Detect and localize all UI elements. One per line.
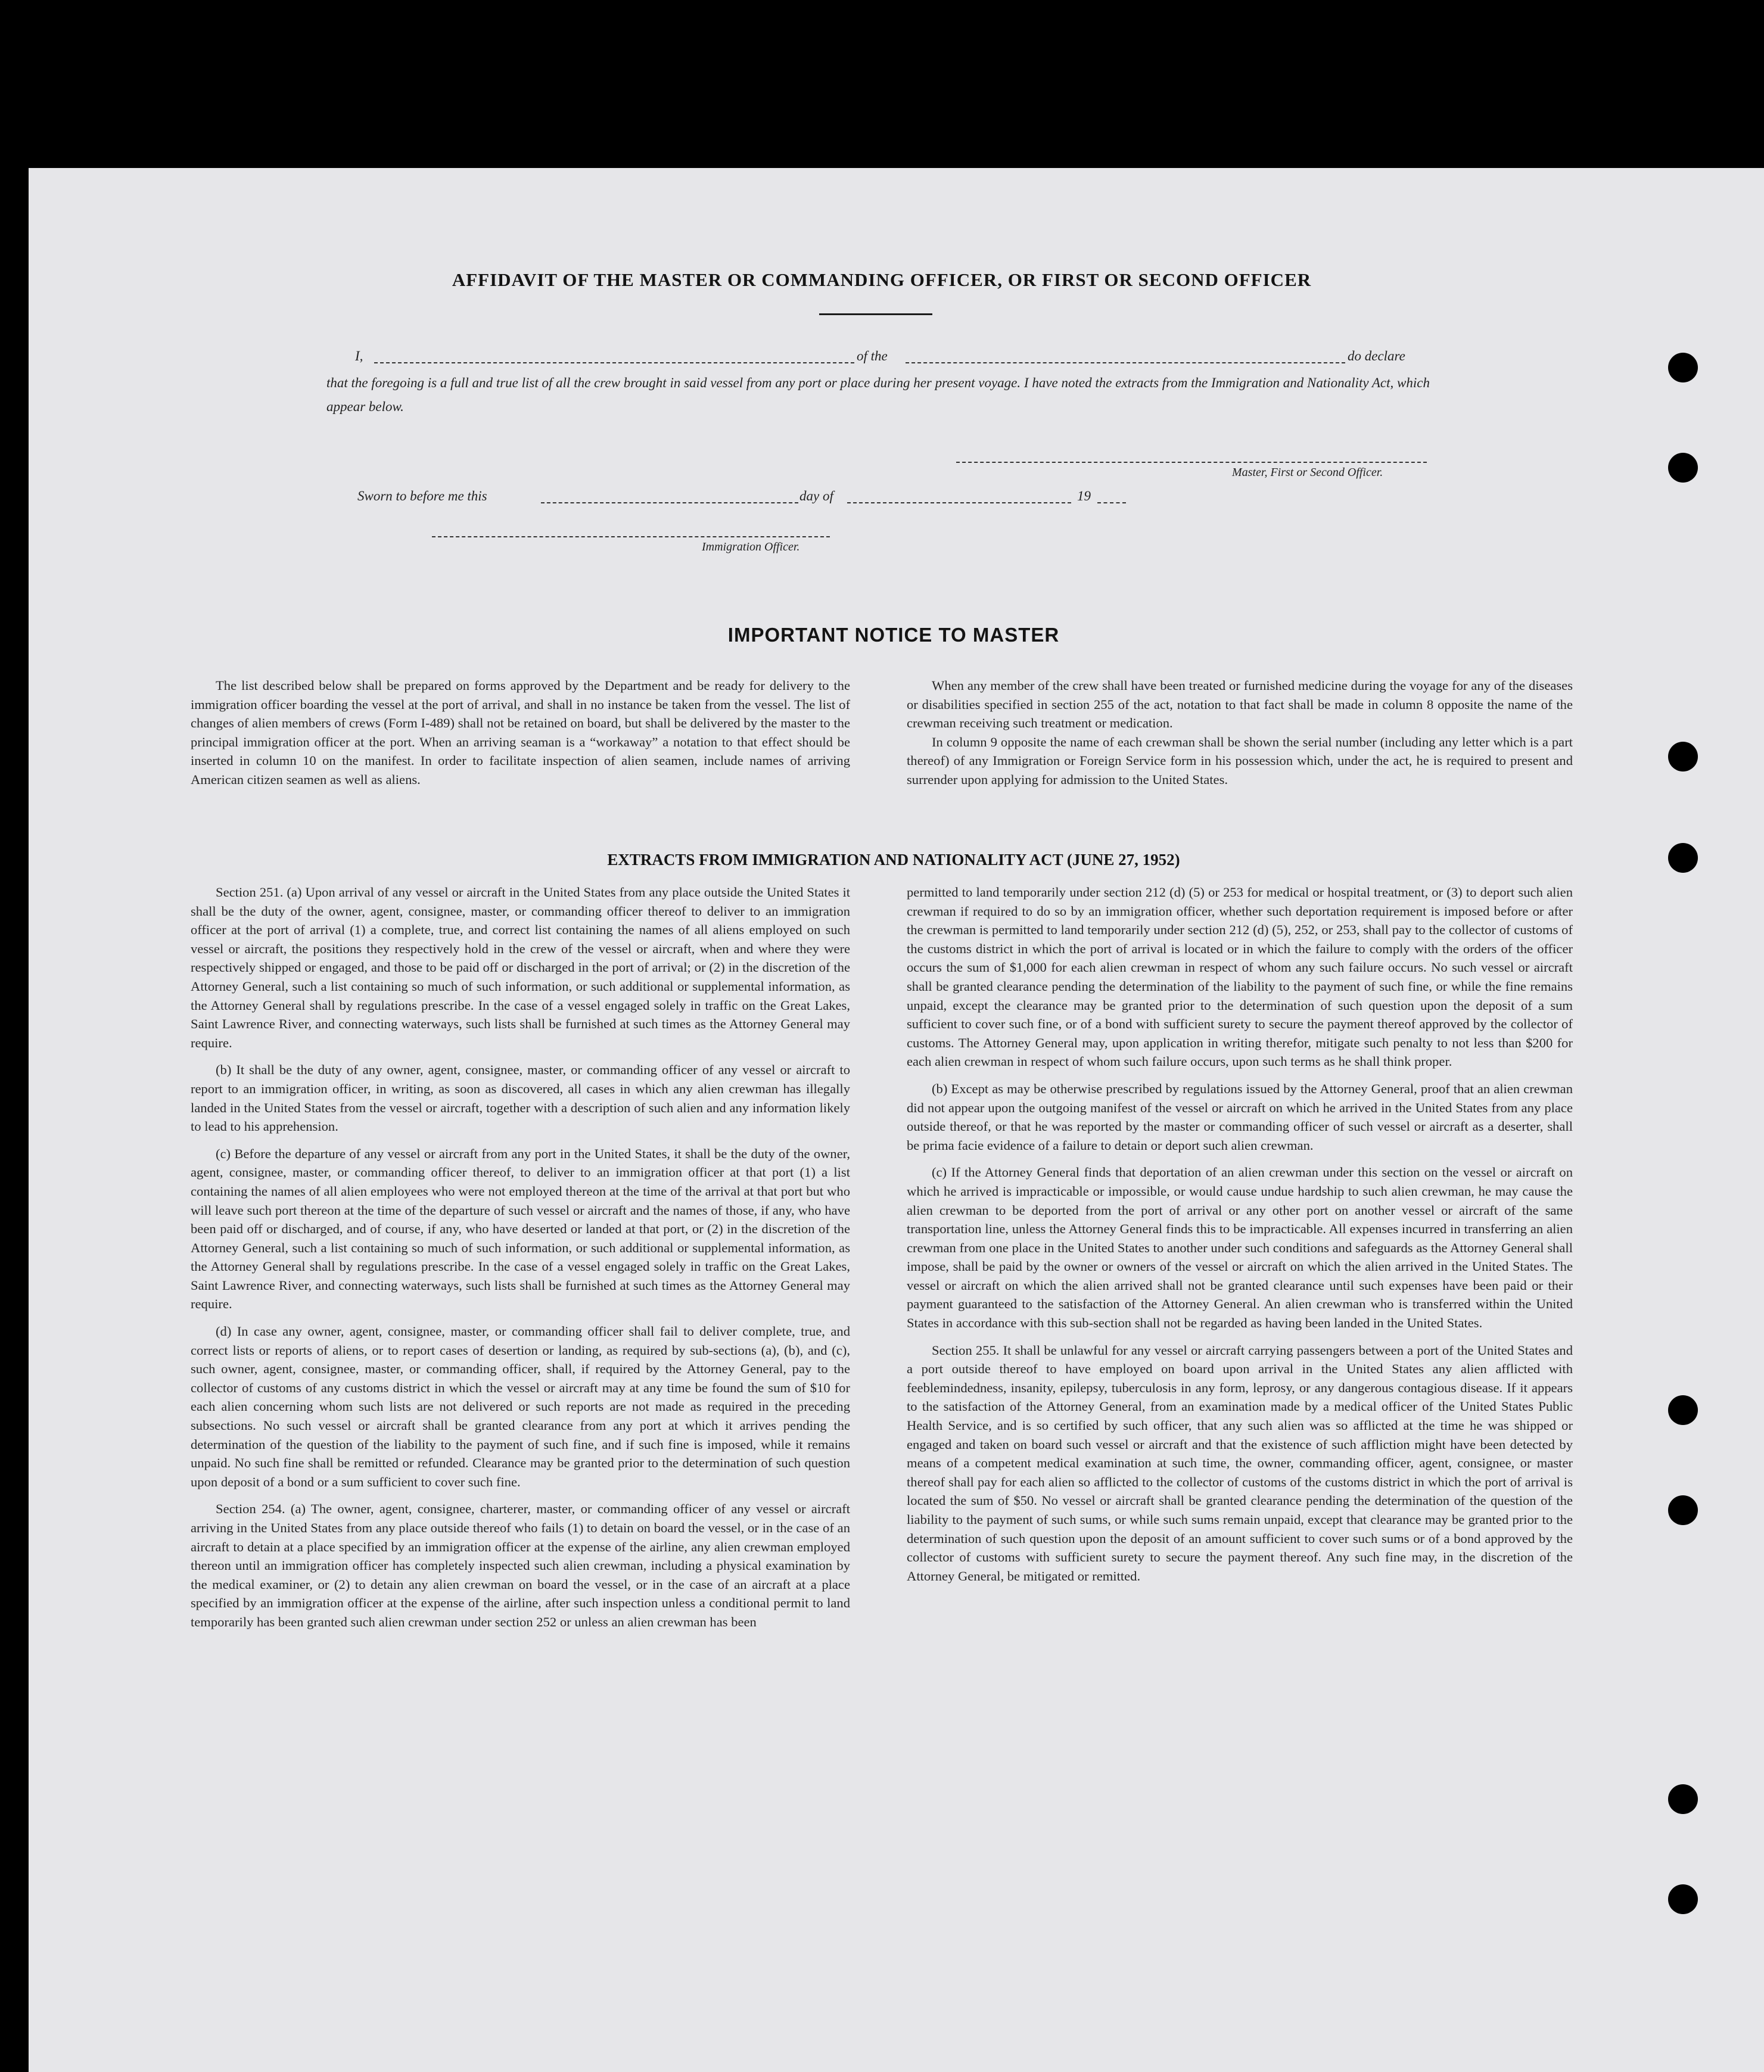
vessel-field-line[interactable]: [906, 362, 1345, 363]
section-paragraph: (c) Before the departure of any vessel or aircraft from any port in the United States, it shall be the duty of the owner, agent, consignee, master, or commanding officer thereof, to deliver to an immigration officer at that port (1) a list containing the names of all alien employees who were not employed thereon at the time of the arrival at that port but who will leave such port thereon at the time of the departure of such vessel or aircraft and the names of those, if any, who have been paid off or discharged, and of course, if any, who have deserted or landed at that port, or (2) in the discretion of the Attorney General, such a list containing so much of such information, or such additional or supplemental information, as the Attorney General shall by regulations prescribe. In the case of a vessel engaged solely in traffic on the Great Lakes, Saint Lawrence River, and connecting waterways, such lists shall be furnished at such times as the Attorney General may require.: [191, 1146, 850, 1312]
sworn-month-line[interactable]: [847, 502, 1071, 503]
sworn-year-line[interactable]: [1097, 502, 1126, 503]
notice-left-column: [191, 676, 850, 789]
extracts-title: EXTRACTS FROM IMMIGRATION AND NATIONALITY ACT (JUNE 27, 1952): [607, 851, 1180, 869]
notice-paragraph: When any member of the crew shall have been treated or furnished medicine during the voyage for any of the diseases or disabilities specified in section 255 of the act, notation to that fact shall be made in column 8 opposite the name of the crewman receiving such treatment or medication.: [907, 678, 1573, 731]
sworn-label: Sworn to before me this: [357, 489, 487, 503]
day-of-label: day of: [799, 489, 833, 503]
officer-signature-label: Immigration Officer.: [702, 540, 800, 553]
notice-title: IMPORTANT NOTICE TO MASTER: [727, 624, 1060, 646]
sworn-day-line[interactable]: [541, 502, 798, 503]
section-paragraph: permitted to land temporarily under section 212 (d) (5) or 253 for medical or hospital treatment, or (3) to deport such alien crewman if required to do so by an immigration officer, whether such deportation requirement is imposed before or after the crewman is permitted to land temporarily under section 212 (d) (5), 252, or 253, shall pay to the collector of customs of the customs district in which the port of arrival is located or in which the failure to comply with the orders of the officer occurs the sum of $1,000 for each alien crewman in respect of whom any such failure occurs. No such vessel or aircraft shall be granted clearance pending the determination of the liability to the payment of such fine, or while the fine remains unpaid, except the clearance may be granted prior to the determination of such question upon the deposit of a sum sufficient to cover such fine, or of a bond with sufficient surety to secure the payment thereof approved by the collector of customs. The Attorney General may, upon application in writing therefor, mitigate such penalty to not less than $200 for each alien crewman in respect of whom such failure occurs, upon such terms as he shall think proper.: [907, 885, 1573, 1069]
extracts-left-column: [191, 883, 850, 1640]
section-paragraph: Section 255. It shall be unlawful for any vessel or aircraft carrying passengers between a port of the United States and a port outside thereof to have employed on board upon arrival in the United States any alien afflicted with feeblemindedness, insanity, epilepsy, tuberculosis in any form, leprosy, or any dangerous contagious disease. If it appears to the satisfaction of the Attorney General, from an examination made by a medical officer of the United States Public Health Service, and is so certified by such officer, that any such alien was so afflicted at the time he was shipped or engaged and taken on board such vessel or aircraft and that the existence of such affliction might have been detected by means of a competent medical examination at such time, the owner, commanding officer, agent, consignee, or master thereof shall pay for each alien so afflicted to the collector of customs of the customs district in which the port of arrival is located the sum of $50. No vessel or aircraft shall be granted clearance pending the determination of the question of the liability to the payment of such sums, or while such sums remain unpaid, except that clearance may be granted prior to the determination of such question upon the deposit of an amount sufficient to cover such sums or of a bond approved by the collector of customs with sufficient surety to secure the payment thereof. Any such fine may, in the discretion of the Attorney General, be mitigated or remitted.: [907, 1342, 1573, 1583]
master-signature-label: Master, First or Second Officer.: [1232, 466, 1383, 479]
i-label: I,: [355, 349, 363, 363]
of-the-label: of the: [857, 349, 888, 363]
notice-paragraph: In column 9 opposite the name of each crewman shall be shown the serial number (including any letter which is a part thereof) of any Immigration or Foreign Service form in his possession which, under the act, he is required to present and surrender upon applying for admission to the United States.: [907, 734, 1573, 787]
section-paragraph: Section 251. (a) Upon arrival of any vessel or aircraft in the United States from any place outside the United States it shall be the duty of the owner, agent, consignee, master, or commanding officer thereof to deliver to an immigration officer at the port of arrival (1) a complete, true, and correct list containing the names of all aliens employed on such vessel or aircraft, the positions they respectively hold in the crew of the vessel or aircraft, when and where they were respectively shipped or engaged, and those to be paid off or discharged in the port of arrival; or (2) in the discretion of the Attorney General, such a list containing so much of such information, or such additional or supplemental information, as the Attorney General shall by regulations prescribe. In the case of a vessel engaged solely in traffic on the Great Lakes, Saint Lawrence River, and connecting waterways, such lists shall be furnished at such times as the Attorney General may require.: [191, 885, 850, 1050]
extracts-right-column: [907, 883, 1573, 1594]
title-rule: [819, 313, 932, 315]
declaration-text: that the foregoing is a full and true list of all the crew brought in said vessel from any port or place during her present voyage. I have noted the extracts from the Immigration and Nationality Act, which appear below.: [326, 375, 1430, 414]
section-paragraph: (b) It shall be the duty of any owner, agent, consignee, master, or commanding officer of any vessel or aircraft to report to an immigration officer, in writing, as soon as discovered, all cases in which any alien crewman has illegally landed in the United States from the vessel or aircraft, together with a description of such alien and any information likely to lead to his apprehension.: [191, 1062, 850, 1134]
affidavit-title: AFFIDAVIT OF THE MASTER OR COMMANDING OFFICER, OR FIRST OR SECOND OFFICER: [452, 269, 1312, 290]
section-paragraph: (b) Except as may be otherwise prescribed by regulations issued by the Attorney General, proof that an alien crewman did not appear upon the outgoing manifest of the vessel or aircraft on which he arrived in the United States from any place outside thereof, or that he was reported by the master or commanding officer of such vessel or aircraft as a deserter, shall be prima facie evidence of a failure to detain or deport such alien crewman.: [907, 1081, 1573, 1153]
notice-paragraph: The list described below shall be prepared on forms approved by the Department and be ready for delivery to the immigration officer boarding the vessel at the port of arrival, and shall in no instance be taken from the vessel. The list of changes of alien members of crews (Form I-489) shall not be retained on board, but shall be delivered by the master to the principal immigration officer at the port. When an arriving seaman is a “workaway” a notation to that effect should be inserted in column 10 on the manifest. In order to facilitate inspection of alien seamen, include names of arriving American citizen seamen as well as aliens.: [191, 678, 850, 787]
officer-signature-line[interactable]: [432, 536, 830, 537]
section-paragraph: (c) If the Attorney General finds that deportation of an alien crewman under this section on the vessel or aircraft on which he arrived is impracticable or impossible, or would cause undue hardship to such alien crewman, he may cause the alien crewman to be deported from the port of arrival or any other port on another vessel or aircraft of the same transportation line, unless the Attorney General finds this to be impracticable. All expenses incurred in transferring an alien crewman from one place in the United States to another under such conditions and safeguards as the Attorney General shall impose, shall be paid by the owner or owners of the vessel or aircraft on which the alien arrived in the United States. The vessel or aircraft on which the alien arrived shall not be granted clearance until such expenses have been paid or their payment guaranteed to the satisfaction of the Attorney General. An alien crewman who is transferred within the United States in accordance with this sub-section shall not be regarded as having been landed in the United States.: [907, 1165, 1573, 1331]
notice-right-column: [907, 676, 1573, 789]
master-signature-line[interactable]: [956, 462, 1427, 463]
section-paragraph: (d) In case any owner, agent, consignee, master, or commanding officer shall fail to deliver complete, true, and correct lists or reports of aliens, or to report cases of desertion or landing, as required by sub-sections (a), (b), and (c), such owner, agent, consignee, master, or commanding officer, shall, if required by the Attorney General, pay to the collector of customs of any customs district in which the vessel or aircraft may at any time be found the sum of $10 for each alien concerning whom such lists are not delivered or such reports are not made as required in the preceding subsections. No such vessel or aircraft shall be granted clearance from any port at which it arrives pending the determination of the question of the liability to the payment of such fine, and if such fine is imposed, while it remains unpaid. No such fine shall be remitted or refunded. Clearance may be granted prior to the determination of such question upon deposit of a bond or a sum sufficient to cover such fine.: [191, 1324, 850, 1489]
year-label: 19: [1077, 489, 1091, 503]
name-field-line[interactable]: [374, 362, 854, 363]
do-declare-label: do declare: [1348, 349, 1405, 363]
section-paragraph: Section 254. (a) The owner, agent, consignee, charterer, master, or commanding officer of any vessel or aircraft arriving in the United States from any place outside thereof who fails (1) to detain on board the vessel, or in the case of an aircraft to detain at a place specified by an immigration officer at the expense of the airline, any alien crewman employed thereon until an immigration officer has completely inspected such alien crewman, including a physical examination by the medical examiner, or (2) to detain any alien crewman on board the vessel, or in the case of an aircraft at a place specified by an immigration officer at the expense of the airline, after such inspection unless a conditional permit to land temporarily has been granted such alien crewman under section 252 or unless an alien crewman has been: [191, 1501, 850, 1629]
